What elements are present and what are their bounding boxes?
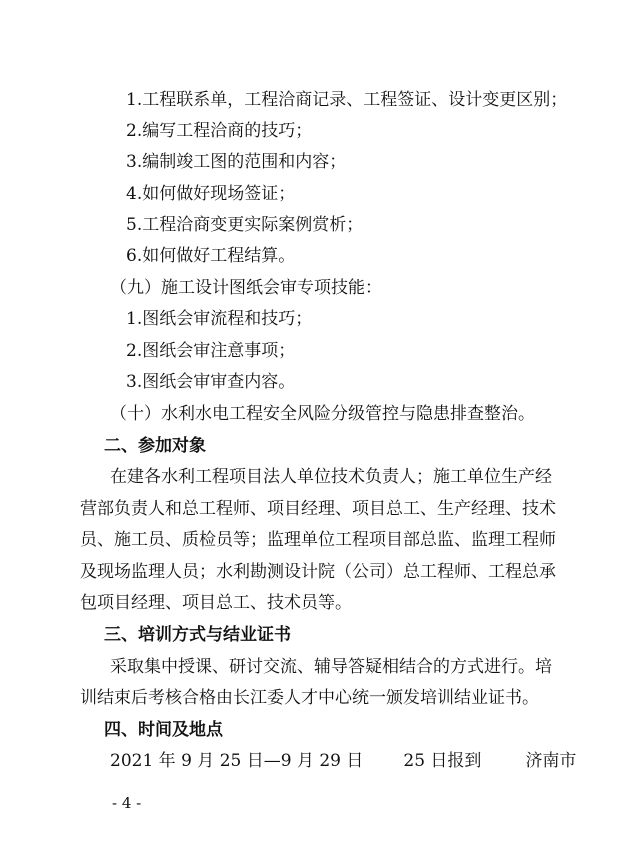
participants-line: 在建各水利工程项目法人单位技术负责人；施工单位生产经 (110, 467, 552, 487)
list-item: 6.如何做好工程结算。 (126, 246, 296, 266)
participants-line: 及现场监理人员；水利勘测设计院（公司）总工程师、工程总承 (80, 562, 556, 582)
list-item: 3.图纸会审审查内容。 (126, 372, 296, 392)
participants-line: 营部负责人和总工程师、项目经理、项目总工、生产经理、技术 (80, 499, 556, 519)
list-item: 2.编写工程洽商的技巧； (126, 121, 313, 141)
list-item: 5.工程洽商变更实际案例赏析； (126, 215, 364, 235)
list-item: 3.编制竣工图的范围和内容； (126, 152, 347, 172)
training-line: 训结束后考核合格由长江委人才中心统一颁发培训结业证书。 (80, 688, 539, 708)
participants-line: 员、施工员、质检员等；监理单位工程项目部总监、监理工程师 (80, 530, 556, 550)
schedule-line (0, 750, 633, 772)
participants-line: 包项目经理、项目总工、技术员等。 (80, 593, 352, 613)
heading-participants: 二、参加对象 (104, 436, 206, 456)
page-number: - 4 - (112, 794, 142, 812)
section-nine-title: （九）施工设计图纸会审专项技能： (110, 278, 382, 298)
section-ten-title: （十）水利水电工程安全风险分级管控与隐患排查整治。 (110, 404, 535, 424)
schedule-location: 济南市 (525, 751, 577, 771)
schedule-dates: 2021 年 9 月 25 日—9 月 29 日 (110, 751, 364, 771)
list-item: 1.图纸会审流程和技巧； (126, 309, 313, 329)
list-item: 1.工程联系单，工程洽商记录、工程签证、设计变更区别； (126, 90, 568, 110)
list-item: 2.图纸会审注意事项； (126, 341, 296, 361)
training-line: 采取集中授课、研讨交流、辅导答疑相结合的方式进行。培 (110, 657, 552, 677)
heading-time-location: 四、时间及地点 (104, 720, 223, 740)
schedule-registration: 25 日报到 (403, 751, 482, 771)
list-item: 4.如何做好现场签证； (126, 184, 296, 204)
heading-training: 三、培训方式与结业证书 (104, 625, 291, 645)
